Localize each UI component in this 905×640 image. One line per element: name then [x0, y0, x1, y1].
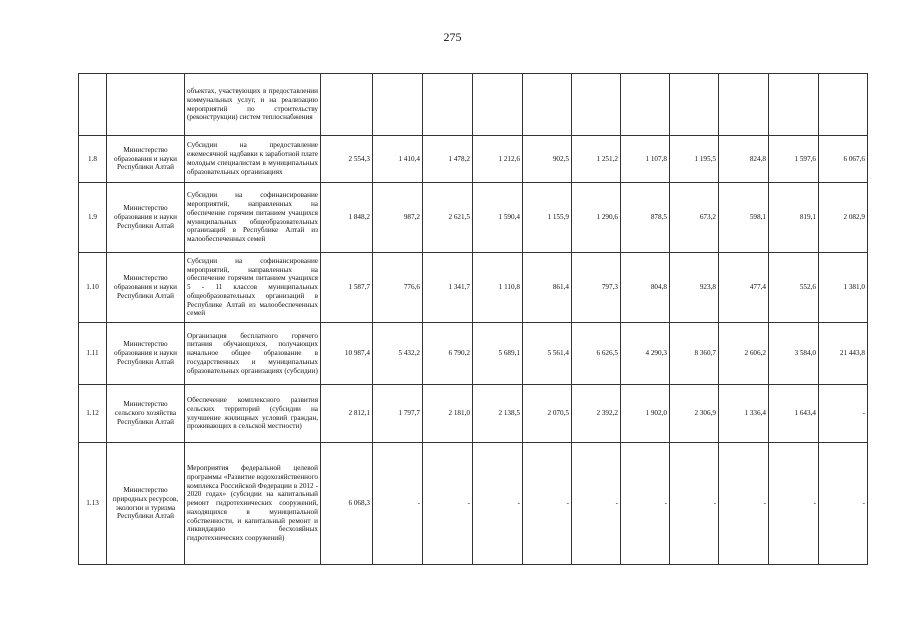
value-cell: 2 554,3 — [321, 136, 373, 183]
description-cell: Субсидии на предоставление ежемесячной надбавки к заработной плате молодым специалистам в муниципальных образовательных организациях — [185, 136, 321, 183]
value-cell: - — [769, 443, 819, 565]
row-number: 1.13 — [79, 443, 107, 565]
value-cell: 1 107,8 — [621, 136, 670, 183]
organization-cell: Министерство образования и науки Республики Алтай — [107, 136, 185, 183]
value-cell: - — [819, 385, 868, 443]
value-cell: 1 341,7 — [423, 253, 473, 323]
value-cell: 6 790,2 — [423, 323, 473, 385]
description-cell: Организация бесплатного горячего питания обучающихся, получающих начальное общее образование в государственных и муниципальных образовательных организациях (субсидии) — [185, 323, 321, 385]
organization-cell: Министерство образования и науки Республики Алтай — [107, 183, 185, 253]
value-cell — [670, 74, 719, 136]
row-number: 1.11 — [79, 323, 107, 385]
value-cell: - — [423, 443, 473, 565]
value-cell: 5 432,2 — [373, 323, 423, 385]
organization-cell: Министерство образования и науки Республики Алтай — [107, 323, 185, 385]
value-cell: 4 290,3 — [621, 323, 670, 385]
value-cell: 477,4 — [719, 253, 769, 323]
value-cell: 5 689,1 — [473, 323, 523, 385]
value-cell: 1 590,4 — [473, 183, 523, 253]
value-cell: 804,8 — [621, 253, 670, 323]
value-cell: 819,1 — [769, 183, 819, 253]
value-cell — [621, 74, 670, 136]
value-cell: 2 812,1 — [321, 385, 373, 443]
value-cell: 2 606,2 — [719, 323, 769, 385]
value-cell: 987,2 — [373, 183, 423, 253]
value-cell — [819, 74, 868, 136]
value-cell — [423, 74, 473, 136]
value-cell: 1 597,6 — [769, 136, 819, 183]
value-cell: 1 587,7 — [321, 253, 373, 323]
table-row — [79, 136, 868, 183]
value-cell: 21 443,8 — [819, 323, 868, 385]
value-cell: 1 643,4 — [769, 385, 819, 443]
value-cell: - — [621, 443, 670, 565]
value-cell: - — [719, 443, 769, 565]
value-cell: 552,6 — [769, 253, 819, 323]
value-cell: 2 621,5 — [423, 183, 473, 253]
value-cell: 1 478,2 — [423, 136, 473, 183]
value-cell: 902,5 — [523, 136, 572, 183]
description-cell: Субсидии на софинансирование мероприятий, направленных на обеспечение горячим питанием учащихся 5 - 11 классов муниципальных общеобразовательных организаций в Республике Алтай из малообеспеченных семей — [185, 253, 321, 323]
table-row — [79, 253, 868, 323]
value-cell: 797,3 — [572, 253, 621, 323]
value-cell — [719, 74, 769, 136]
organization-cell — [107, 74, 185, 136]
value-cell: - — [670, 443, 719, 565]
value-cell: 1 251,2 — [572, 136, 621, 183]
value-cell: - — [473, 443, 523, 565]
value-cell: 1 290,6 — [572, 183, 621, 253]
value-cell: 2 306,9 — [670, 385, 719, 443]
organization-cell: Министерство образования и науки Республики Алтай — [107, 253, 185, 323]
value-cell — [523, 74, 572, 136]
value-cell: 2 070,5 — [523, 385, 572, 443]
value-cell: 2 082,9 — [819, 183, 868, 253]
value-cell: - — [523, 443, 572, 565]
value-cell: 1 336,4 — [719, 385, 769, 443]
value-cell — [321, 74, 373, 136]
description-cell: Мероприятия федеральной целевой программы «Развитие водохозяйственного комплекса Российской Федерации в 2012 - 2020 годах» (субсидии на капитальный ремонт гидротехнических сооружений, находящихся в муниципальной собственности, и капитальный ремонт и ликвидацию бесхозяйных гидротехнических сооружений) — [185, 443, 321, 565]
value-cell: 10 987,4 — [321, 323, 373, 385]
value-cell: 1 410,4 — [373, 136, 423, 183]
budget-table — [78, 73, 868, 565]
table-row — [79, 385, 868, 443]
value-cell: 1 848,2 — [321, 183, 373, 253]
value-cell — [473, 74, 523, 136]
table-row — [79, 74, 868, 136]
value-cell — [373, 74, 423, 136]
table-row — [79, 443, 868, 565]
value-cell: 2 392,2 — [572, 385, 621, 443]
value-cell: 1 902,0 — [621, 385, 670, 443]
table-row — [79, 183, 868, 253]
value-cell: 2 181,0 — [423, 385, 473, 443]
organization-cell: Министерство природных ресурсов, экологии и туризма Республики Алтай — [107, 443, 185, 565]
value-cell: - — [572, 443, 621, 565]
value-cell: 861,4 — [523, 253, 572, 323]
description-cell: объектах, участвующих в предоставлении коммунальных услуг, и на реализацию мероприятий по строительству (реконструкции) систем теплоснабжения — [185, 74, 321, 136]
value-cell: 878,5 — [621, 183, 670, 253]
value-cell: 6 626,5 — [572, 323, 621, 385]
row-number: 1.10 — [79, 253, 107, 323]
value-cell: 824,8 — [719, 136, 769, 183]
value-cell: 776,6 — [373, 253, 423, 323]
value-cell: 598,1 — [719, 183, 769, 253]
value-cell: 1 797,7 — [373, 385, 423, 443]
row-number — [79, 74, 107, 136]
value-cell: 1 155,9 — [523, 183, 572, 253]
row-number: 1.9 — [79, 183, 107, 253]
row-number: 1.8 — [79, 136, 107, 183]
table-body — [79, 74, 868, 565]
value-cell: 5 561,4 — [523, 323, 572, 385]
value-cell: 923,8 — [670, 253, 719, 323]
value-cell: - — [819, 443, 868, 565]
value-cell: 2 138,5 — [473, 385, 523, 443]
value-cell: 673,2 — [670, 183, 719, 253]
value-cell: 1 381,0 — [819, 253, 868, 323]
value-cell: 3 584,0 — [769, 323, 819, 385]
value-cell — [572, 74, 621, 136]
value-cell: 6 068,3 — [321, 443, 373, 565]
description-cell: Субсидии на софинансирование мероприятий, направленных на обеспечение горячим питанием учащихся муниципальных общеобразовательных организаций в Республике Алтай из малообеспеченных семей — [185, 183, 321, 253]
value-cell: - — [373, 443, 423, 565]
value-cell: 8 360,7 — [670, 323, 719, 385]
page-number: 275 — [443, 30, 462, 44]
value-cell: 1 110,8 — [473, 253, 523, 323]
row-number: 1.12 — [79, 385, 107, 443]
table-row — [79, 323, 868, 385]
value-cell: 1 195,5 — [670, 136, 719, 183]
organization-cell: Министерство сельского хозяйства Республики Алтай — [107, 385, 185, 443]
description-cell: Обеспечение комплексного развития сельских территорий (субсидии на улучшение жилищных условий граждан, проживающих в сельской местности) — [185, 385, 321, 443]
value-cell — [769, 74, 819, 136]
value-cell: 1 212,6 — [473, 136, 523, 183]
value-cell: 6 067,6 — [819, 136, 868, 183]
